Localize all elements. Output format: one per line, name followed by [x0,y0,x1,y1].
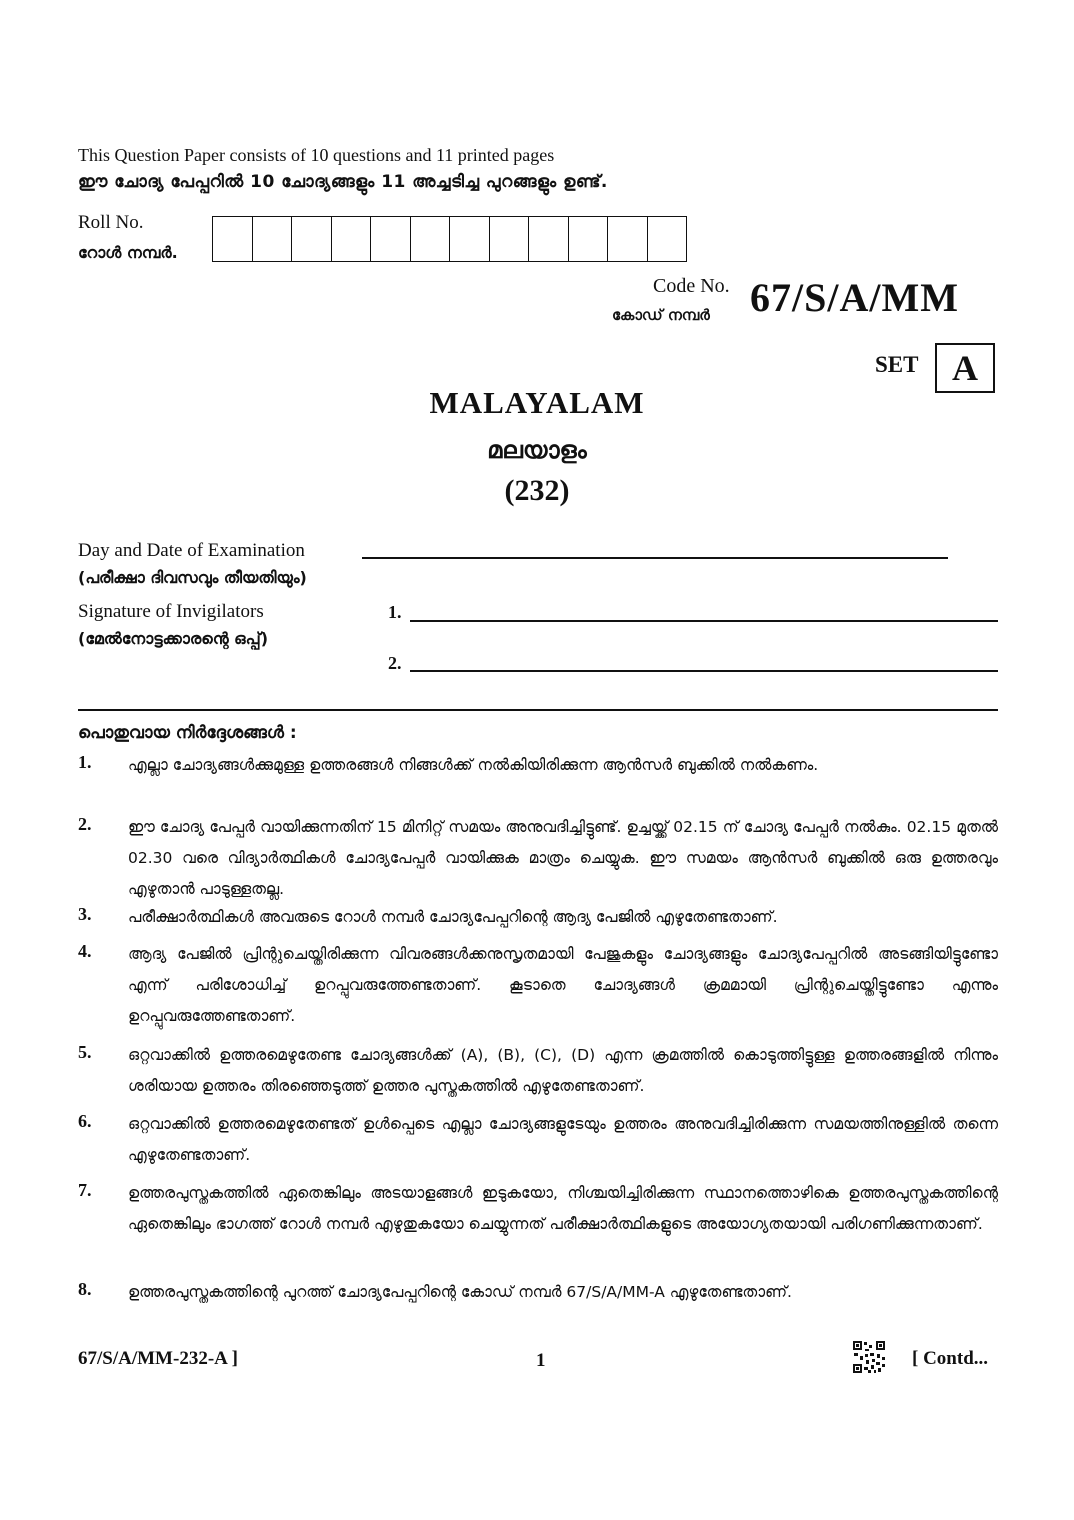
roll-digit-box[interactable] [253,217,293,261]
exam-date-label-en: Day and Date of Examination [78,540,305,561]
set-value: A [935,343,995,393]
instruction-text: പരീക്ഷാർത്ഥികൾ അവരുടെ റോൾ നമ്പർ ചോദ്യപേപ്പറിന്റെ ആദ്യ പേജിൽ എഴുതേണ്ടതാണ്. [128,908,778,926]
roll-digit-box[interactable] [411,217,451,261]
instruction-number: 5. [78,1042,92,1062]
instruction-number: 7. [78,1180,92,1200]
instructions-heading: പൊതുവായ നിർദ്ദേശങ്ങൾ : [78,723,297,743]
subject-title-ml: മലയാളം [487,436,587,464]
footer-paper-code: 67/S/A/MM-232-A ] [78,1348,238,1369]
exam-date-field[interactable] [362,557,948,559]
instruction-number: 6. [78,1111,92,1131]
instruction-number: 2. [78,814,92,834]
instruction-text: എല്ലാ ചോദ്യങ്ങൾക്കുമുള്ള ഉത്തരങ്ങൾ നിങ്ങൾക്ക് നൽകിയിരിക്കുന്ന ആൻസർ ബുക്കിൽ നൽകണം. [128,756,819,774]
continued-label: [ Contd... [912,1348,989,1369]
page-number: 1 [536,1350,546,1371]
roll-label-ml: റോൾ നമ്പർ. [78,243,178,262]
instruction-text: ഒറ്റവാക്കിൽ ഉത്തരമെഴുതേണ്ട ചോദ്യങ്ങൾക്ക് (A), (B), (C), (D) എന്ന ക്രമത്തിൽ കൊടുത്തിട്ടുള്ള ഉത്തരങ്ങളിൽ നിന്നും ശരിയായ ഉത്തരം തിരഞ്ഞെടുത്ത് ഉത്തര പുസ്തകത്തിൽ എഴുതേണ്ടതാണ്. [128,1046,998,1095]
pages-info-en: This Question Paper consists of 10 questions and 11 printed pages [78,145,555,165]
instruction-item [78,1040,998,1102]
instruction-text: ഉത്തരപുസ്തകത്തിന്റെ പുറത്ത് ചോദ്യപേപ്പറിന്റെ കോഡ് നമ്പർ 67/S/A/MM-A എഴുതേണ്ടതാണ്. [128,1283,792,1301]
subject-title-en: MALAYALAM [429,385,645,420]
roll-digit-box[interactable] [213,217,253,261]
instruction-number: 3. [78,904,92,924]
instruction-number: 4. [78,941,92,961]
instruction-item [78,1109,998,1171]
qr-code-icon [852,1340,886,1374]
roll-digit-box[interactable] [648,217,687,261]
subject-code: (232) [504,474,570,507]
instruction-text: ഒറ്റവാക്കിൽ ഉത്തരമെഴുതേണ്ടത് ഉൾപ്പെടെ എല്ലാ ചോദ്യങ്ങളുടേയും ഉത്തരം അനുവദിച്ചിരിക്കുന്ന സമയത്തിനുള്ളിൽ തന്നെ എഴുതേണ്ടതാണ്. [128,1115,998,1164]
section-divider [78,709,998,711]
instruction-item [78,1277,998,1308]
roll-digit-box[interactable] [332,217,372,261]
instruction-number: 8. [78,1279,92,1299]
instruction-item [78,1178,998,1240]
code-label-ml: കോഡ് നമ്പർ [612,306,710,324]
code-label-en: Code No. [653,275,730,297]
roll-digit-box[interactable] [371,217,411,261]
instruction-text: ആദ്യ പേജിൽ പ്രിന്റുചെയ്തിരിക്കുന്ന വിവരങ്ങൾക്കനുസൃതമായി പേജുകളും ചോദ്യങ്ങളും ചോദ്യപേപ്പറിൽ അടങ്ങിയിട്ടുണ്ടോ എന്ന് പരിശോധിച്ച് ഉറപ്പുവരുത്തേണ്ടതാണ്. കൂടാതെ ചോദ്യങ്ങൾ ക്രമമായി പ്രിന്റുചെയ്തിട്ടുണ്ടോ എന്നും ഉറപ്പുവരുത്തേണ്ടതാണ്. [128,945,998,1025]
roll-digit-box[interactable] [292,217,332,261]
instruction-text: ഈ ചോദ്യ പേപ്പർ വായിക്കുന്നതിന് 15 മിനിറ്റ് സമയം അനുവദിച്ചിട്ടുണ്ട്. ഉച്ചയ്ക്ക് 02.15 ന് ചോദ്യ പേപ്പർ നൽകും. 02.15 മുതൽ 02.30 വരെ വിദ്യാർത്ഥികൾ ചോദ്യപേപ്പർ വായിക്കുക മാത്രം ചെയ്യുക. ഈ സമയം ആൻസർ ബുക്കിൽ ഒരു ഉത്തരവും എഴുതാൻ പാടുള്ളതല്ല. [128,818,998,898]
pages-info-ml: ഈ ചോദ്യ പേപ്പറിൽ 10 ചോദ്യങ്ങളും 11 അച്ചടിച്ച പുറങ്ങളും ഉണ്ട്. [78,172,608,192]
roll-label-en: Roll No. [78,212,144,233]
set-label: SET [875,352,919,377]
instruction-number: 1. [78,752,92,772]
roll-number-boxes[interactable] [212,216,687,262]
roll-digit-box[interactable] [450,217,490,261]
signature-field-1[interactable] [410,620,998,622]
instruction-text: ഉത്തരപുസ്തകത്തിൽ ഏതെങ്കിലും അടയാളങ്ങൾ ഇടുകയോ, നിശ്ചയിച്ചിരിക്കുന്ന സ്ഥാനത്തൊഴികെ ഉത്തരപുസ്തകത്തിന്റെ ഏതെങ്കിലും ഭാഗത്ത് റോൾ നമ്പർ എഴുതുകയോ ചെയ്യുന്നത് പരീക്ഷാർത്ഥികളുടെ അയോഗ്യതയായി പരിഗണിക്കുന്നതാണ്. [128,1184,998,1233]
signature-field-2[interactable] [410,670,998,672]
roll-digit-box[interactable] [608,217,648,261]
instruction-item [78,750,998,781]
signature-number-2: 2. [388,653,402,673]
code-number: 67/S/A/MM [750,275,959,320]
roll-digit-box[interactable] [529,217,569,261]
roll-digit-box[interactable] [569,217,609,261]
instruction-item [78,902,998,933]
exam-date-label-ml: (പരീക്ഷാ ദിവസവും തീയതിയും) [78,568,307,587]
roll-digit-box[interactable] [490,217,530,261]
signature-number-1: 1. [388,602,402,622]
invigilator-signature-label-ml: (മേൽനോട്ടക്കാരന്റെ ഒപ്പ്) [78,629,269,648]
instruction-item [78,812,998,905]
instruction-item [78,939,998,1032]
invigilator-signature-label-en: Signature of Invigilators [78,601,264,622]
